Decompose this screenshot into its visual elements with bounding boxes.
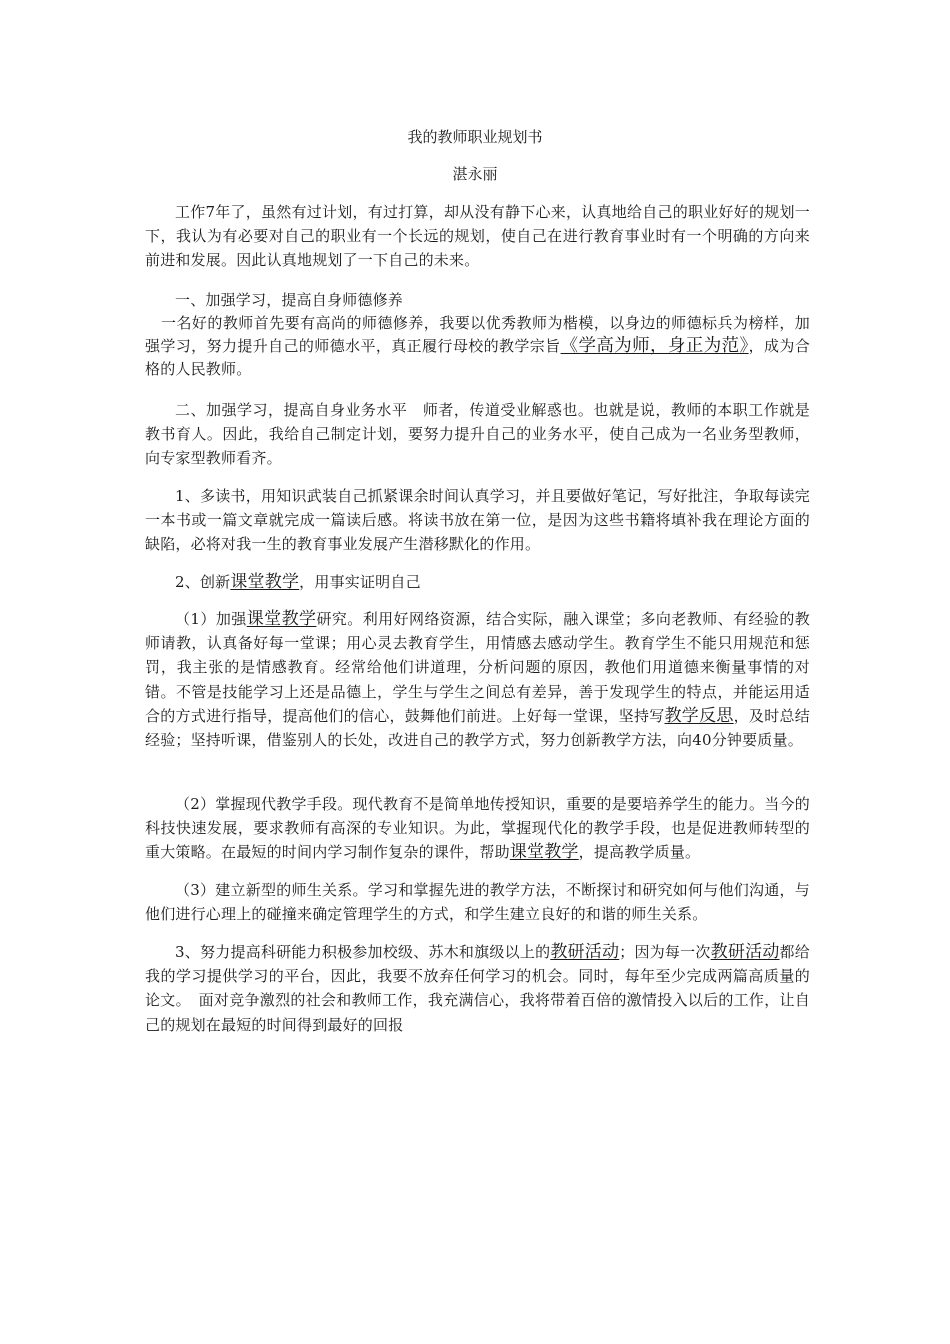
sub-item-2-text-a: （2）掌握现代教学手段。现代教育不是简单地传授知识，重要的是要培养学生的能力。当今的科技快速发展，要求教师有高深的专业知识。为此，掌握现代化的教学手段，也是促进教师转型的重大策略。在最短的时间内学习制作复杂的课件，帮助	[145, 795, 810, 862]
teaching-reflection-link[interactable]: 教学反思	[664, 705, 734, 726]
sub-item-2-paragraph	[145, 792, 810, 865]
section-1-heading	[145, 288, 810, 312]
item-3-text-b: ；因为每一次	[619, 943, 711, 961]
document-author: 湛永丽	[452, 165, 498, 183]
section-1-paragraph	[145, 312, 810, 381]
section-1-text-a: 一名好的教师首先要有高尚的师德修养，我要以优秀教师为楷模，以身边的师德标兵为榜样，加强学习，努力提升自己的师德水平，真正履行母校的教学宗旨	[145, 314, 810, 355]
intro-paragraph	[145, 200, 810, 273]
item-3-text-c: 都给我的学习提供学习的平台，因此，我要不放弃任何学习的机会。同时，每年至少完成两篇高质量的论文。 面对竞争激烈的社会和教师工作，我充满信心，我将带着百倍的激情投入以后的工作，让自己的规划在最短的时间得到最好的回报	[145, 943, 810, 1034]
sub-item-3-paragraph	[145, 878, 810, 926]
sub-item-1-paragraph	[145, 607, 810, 752]
classroom-teaching-link-3[interactable]: 课堂教学	[509, 842, 579, 863]
item-2-text-b: ，用事实证明自己	[299, 573, 421, 591]
item-1-paragraph	[145, 484, 810, 557]
section-2-paragraph	[145, 398, 810, 471]
classroom-teaching-link-2[interactable]: 课堂教学	[246, 609, 317, 629]
sub-item-2-text-b: ，提高教学质量。	[578, 843, 701, 862]
intro-text: 工作7年了，虽然有过计划，有过打算，却从没有静下心来，认真地给自己的职业好好的规划一下，我认为有必要对自己的职业有一个长远的规划，使自己在进行教育事业时有一个明确的方向来前进和发展。因此认真地规划了一下自己的未来。	[145, 203, 810, 270]
motto-link[interactable]: 《学高为师，身正为范》	[560, 336, 749, 356]
item-2-heading	[145, 570, 810, 594]
sub-item-1-text-a: （1）加强	[175, 610, 247, 628]
sub-item-1-text-c: ，及时总结经验；坚持听课，借鉴别人的长处，改进自己的教学方式，努力创新教学方法，向40分钟要质量。	[145, 706, 810, 750]
section-1-text-b: ，成为合格的人民教师。	[145, 337, 810, 378]
research-activity-link-1[interactable]: 教研活动	[550, 942, 620, 962]
document-title: 我的教师职业规划书	[407, 128, 543, 146]
item-3-text-a: 3、努力提高科研能力积极参加校级、苏木和旗级以上的	[175, 943, 551, 961]
research-activity-link-2[interactable]: 教研活动	[710, 942, 780, 962]
item-1-text: 1、多读书，用知识武装自己抓紧课余时间认真学习，并且要做好笔记，写好批注，争取每读完一本书或一篇文章就完成一篇读后感。将读书放在第一位，是因为这些书籍将填补我在理论方面的缺陷，必将对我一生的教育事业发展产生潜移默化的作用。	[145, 487, 810, 554]
item-2-text-a: 2、创新	[175, 573, 231, 591]
item-3-paragraph	[145, 940, 810, 1037]
sub-item-3-text: （3）建立新型的师生关系。学习和掌握先进的教学方法，不断探讨和研究如何与他们沟通，与他们进行心理上的碰撞来确定管理学生的方式，和学生建立良好的和谐的师生关系。	[145, 881, 810, 924]
classroom-teaching-link-1[interactable]: 课堂教学	[230, 572, 300, 592]
section-1-heading-text: 一、加强学习，提高自身师德修养	[175, 291, 404, 309]
section-2-text: 二、加强学习，提高自身业务水平 师者，传道受业解惑也。也就是说，教师的本职工作就是教书育人。因此，我给自己制定计划，要努力提升自己的业务水平，使自己成为一名业务型教师，向专家型教师看齐。	[145, 401, 810, 468]
sub-item-1-text-b: 研究。利用好网络资源，结合实际，融入课堂；多向老教师、有经验的教师请教，认真备好每一堂课；用心灵去教育学生，用情感去感动学生。教育学生不能只用规范和惩罚，我主张的是情感教育。经常给他们讲道理，分析问题的原因，教他们用道德来衡量事情的对错。不管是技能学习上还是品德上，学生与学生之间总有差异，善于发现学生的特点，并能运用适合的方式进行指导，提高他们的信心，鼓舞他们前进。上好每一堂课，坚持写	[145, 610, 810, 725]
